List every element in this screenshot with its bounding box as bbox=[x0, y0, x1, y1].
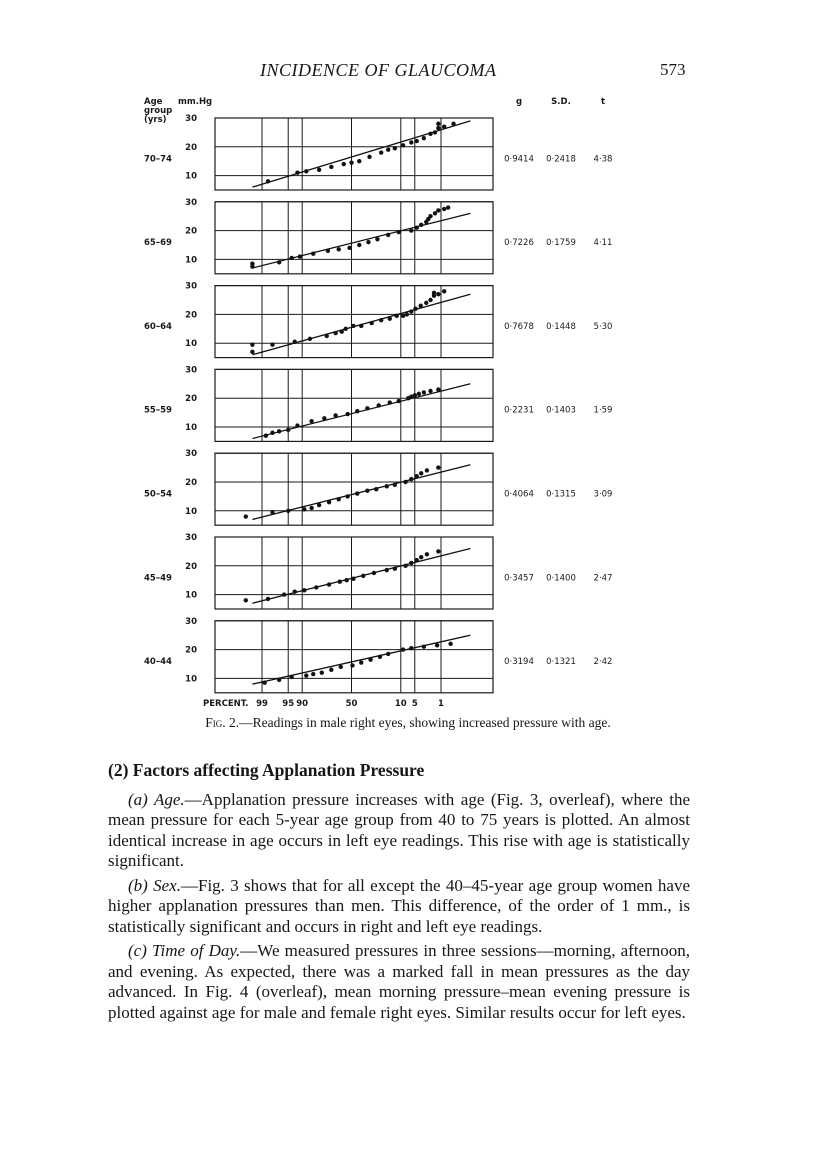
data-point bbox=[446, 205, 450, 209]
data-point bbox=[293, 340, 297, 344]
data-point bbox=[422, 136, 426, 140]
data-point bbox=[415, 474, 419, 478]
data-point bbox=[436, 549, 440, 553]
y-tick-label: 20 bbox=[185, 226, 197, 237]
data-point bbox=[343, 327, 347, 331]
stat-g: 0·3457 bbox=[504, 573, 534, 584]
data-point bbox=[347, 246, 351, 250]
data-point bbox=[270, 510, 274, 514]
data-point bbox=[286, 509, 290, 513]
y-tick-label: 10 bbox=[185, 423, 197, 433]
data-point bbox=[415, 226, 419, 230]
data-point bbox=[375, 237, 379, 241]
data-point bbox=[262, 681, 266, 685]
data-point bbox=[401, 143, 405, 147]
data-point bbox=[250, 262, 254, 266]
panel-40–44 bbox=[144, 617, 612, 693]
data-point bbox=[322, 416, 326, 420]
age-group-label: 50–54 bbox=[144, 489, 172, 500]
data-point bbox=[419, 223, 423, 227]
data-point bbox=[311, 672, 315, 676]
data-point bbox=[409, 646, 413, 650]
data-point bbox=[425, 468, 429, 472]
data-point bbox=[428, 132, 432, 136]
data-point bbox=[244, 598, 248, 602]
age-group-label: 40–44 bbox=[144, 657, 172, 668]
y-tick-label: 30 bbox=[185, 533, 197, 543]
data-point bbox=[293, 590, 297, 594]
stat-sd: 0·1400 bbox=[546, 573, 576, 584]
data-point bbox=[436, 387, 440, 391]
data-point bbox=[419, 471, 423, 475]
x-tick-label: 5 bbox=[411, 699, 418, 709]
data-point bbox=[436, 126, 440, 130]
paragraph-time-of-day-text: —We measured pressures in three sessions—morning, afternoon, and evening. As expected, there was a marked fall in mean pressures as the day advanced. In Fig. 4 (overleaf), mean morning pressure–mean evening pressure is plotted against age for male and female right eyes. Similar results occur for left eyes. bbox=[108, 941, 690, 1022]
sd-header: S.D. bbox=[551, 97, 571, 107]
section-body bbox=[108, 760, 690, 1027]
age-group-label: 45–49 bbox=[144, 573, 172, 584]
data-point bbox=[355, 409, 359, 413]
panel-frame bbox=[215, 202, 493, 274]
data-point bbox=[244, 514, 248, 518]
y-tick-label: 10 bbox=[185, 674, 197, 685]
stat-sd: 0·1759 bbox=[546, 238, 576, 249]
data-point bbox=[451, 122, 455, 126]
data-point bbox=[442, 289, 446, 293]
data-point bbox=[388, 400, 392, 404]
data-point bbox=[289, 675, 293, 679]
paragraph-age-lead: (a) Age. bbox=[128, 789, 185, 809]
data-point bbox=[342, 162, 346, 166]
data-point bbox=[368, 657, 372, 661]
data-point bbox=[333, 413, 337, 417]
data-point bbox=[351, 577, 355, 581]
data-point bbox=[409, 309, 413, 313]
data-point bbox=[345, 494, 349, 498]
stat-sd: 0·1315 bbox=[546, 489, 576, 500]
t-header: t bbox=[600, 97, 606, 107]
data-point bbox=[277, 678, 281, 682]
stat-g: 0·7226 bbox=[504, 238, 534, 249]
stat-t: 2·42 bbox=[593, 657, 613, 668]
data-point bbox=[436, 292, 440, 296]
g-header: g bbox=[515, 97, 523, 107]
panel-50–54 bbox=[144, 449, 612, 525]
data-point bbox=[425, 552, 429, 556]
data-point bbox=[295, 423, 299, 427]
data-point bbox=[327, 582, 331, 586]
data-point bbox=[385, 568, 389, 572]
data-point bbox=[386, 147, 390, 151]
data-point bbox=[340, 329, 344, 333]
stat-g: 0·3194 bbox=[504, 657, 534, 668]
y-tick-label: 10 bbox=[185, 339, 197, 350]
data-point bbox=[365, 406, 369, 410]
data-point bbox=[355, 491, 359, 495]
data-point bbox=[432, 291, 436, 295]
data-point bbox=[361, 574, 365, 578]
data-point bbox=[415, 558, 419, 562]
data-point bbox=[386, 233, 390, 237]
data-point bbox=[435, 643, 439, 647]
data-point bbox=[372, 571, 376, 575]
y-tick-label: 30 bbox=[185, 197, 197, 208]
data-point bbox=[393, 146, 397, 150]
data-point bbox=[428, 298, 432, 302]
data-point bbox=[309, 419, 313, 423]
x-tick-label: 1 bbox=[438, 699, 444, 709]
panel-frame bbox=[215, 537, 493, 609]
age-group-label: 65–69 bbox=[144, 238, 172, 249]
panel-65–69 bbox=[144, 198, 612, 274]
fit-line bbox=[252, 384, 470, 439]
data-point bbox=[250, 342, 254, 346]
data-point bbox=[264, 433, 268, 437]
data-point bbox=[359, 660, 363, 664]
data-point bbox=[433, 130, 437, 134]
data-point bbox=[401, 647, 405, 651]
x-tick-label: 95 bbox=[282, 699, 295, 709]
stat-t: 5·30 bbox=[593, 321, 613, 332]
data-point bbox=[379, 150, 383, 154]
data-point bbox=[282, 592, 286, 596]
data-point bbox=[302, 588, 306, 592]
data-point bbox=[317, 503, 321, 507]
data-point bbox=[302, 507, 306, 511]
data-point bbox=[266, 179, 270, 183]
data-point bbox=[277, 260, 281, 264]
data-point bbox=[396, 230, 400, 234]
age-header-line-3: (yrs) bbox=[144, 115, 167, 125]
stat-g: 0·2231 bbox=[504, 405, 534, 416]
paragraph-time-of-day bbox=[108, 941, 690, 1023]
data-point bbox=[374, 487, 378, 491]
stat-t: 4·38 bbox=[593, 154, 613, 165]
data-point bbox=[367, 155, 371, 159]
data-point bbox=[314, 585, 318, 589]
panel-60–64 bbox=[144, 282, 612, 358]
data-point bbox=[266, 597, 270, 601]
data-point bbox=[369, 321, 373, 325]
data-point bbox=[436, 122, 440, 126]
data-point bbox=[295, 171, 299, 175]
x-tick-label: 90 bbox=[296, 699, 309, 709]
paragraph-age-text: —Applanation pressure increases with age (Fig. 3, overleaf), where the mean pressure for each 5-year age group from 40 to 75 years is plotted. An almost identical increase in age occurs in left eye readings. This rise with age is statistically significant. bbox=[108, 789, 690, 870]
stat-t: 4·11 bbox=[593, 238, 613, 249]
stat-sd: 0·1448 bbox=[546, 321, 576, 332]
age-group-label: 60–64 bbox=[144, 321, 172, 332]
data-point bbox=[298, 254, 302, 258]
x-tick-label: 10 bbox=[394, 699, 407, 709]
panel-55–59 bbox=[144, 365, 612, 441]
data-point bbox=[409, 140, 413, 144]
data-point bbox=[289, 256, 293, 260]
figure-caption bbox=[0, 715, 816, 731]
age-group-label: 55–59 bbox=[144, 405, 172, 416]
data-point bbox=[250, 350, 254, 354]
panel-45–49 bbox=[144, 533, 612, 609]
y-tick-label: 20 bbox=[185, 394, 197, 405]
data-point bbox=[409, 561, 413, 565]
y-tick-label: 20 bbox=[185, 478, 197, 488]
data-point bbox=[376, 403, 380, 407]
data-point bbox=[337, 497, 341, 501]
units-header: mm.Hg bbox=[178, 97, 213, 107]
data-point bbox=[395, 314, 399, 318]
x-axis-label: PERCENT. bbox=[203, 699, 249, 709]
stat-t: 1·59 bbox=[593, 405, 613, 416]
fit-line bbox=[252, 121, 470, 187]
y-tick-label: 30 bbox=[185, 114, 197, 124]
data-point bbox=[422, 390, 426, 394]
y-tick-label: 10 bbox=[185, 590, 197, 601]
data-point bbox=[448, 642, 452, 646]
data-point bbox=[345, 412, 349, 416]
stat-sd: 0·2418 bbox=[546, 154, 576, 165]
data-point bbox=[401, 314, 405, 318]
data-point bbox=[433, 211, 437, 215]
data-point bbox=[329, 165, 333, 169]
figure-panels bbox=[144, 114, 612, 693]
stat-sd: 0·1403 bbox=[546, 405, 576, 416]
data-point bbox=[308, 337, 312, 341]
y-tick-label: 30 bbox=[185, 449, 197, 460]
paragraph-sex-lead: (b) Sex. bbox=[128, 875, 181, 895]
data-point bbox=[442, 124, 446, 128]
data-point bbox=[344, 578, 348, 582]
panel-frame bbox=[215, 286, 493, 358]
data-point bbox=[333, 331, 337, 335]
data-point bbox=[286, 428, 290, 432]
data-point bbox=[270, 431, 274, 435]
data-point bbox=[409, 477, 413, 481]
data-point bbox=[417, 392, 421, 396]
data-point bbox=[403, 480, 407, 484]
data-point bbox=[424, 301, 428, 305]
data-point bbox=[378, 655, 382, 659]
age-header-line-2: group bbox=[144, 106, 173, 116]
stat-sd: 0·1321 bbox=[546, 657, 576, 668]
age-header-line-1: Age bbox=[144, 97, 163, 107]
data-point bbox=[419, 304, 423, 308]
data-point bbox=[357, 243, 361, 247]
data-point bbox=[329, 668, 333, 672]
data-point bbox=[366, 240, 370, 244]
stat-g: 0·7678 bbox=[504, 321, 534, 332]
data-point bbox=[419, 555, 423, 559]
fit-line bbox=[252, 635, 470, 684]
data-point bbox=[379, 318, 383, 322]
panel-frame bbox=[215, 621, 493, 693]
y-tick-label: 10 bbox=[185, 255, 197, 266]
data-point bbox=[359, 324, 363, 328]
data-point bbox=[415, 139, 419, 143]
x-tick-label: 50 bbox=[345, 699, 358, 709]
data-point bbox=[325, 334, 329, 338]
panel-70–74 bbox=[144, 114, 612, 190]
paragraph-age bbox=[108, 790, 690, 872]
data-point bbox=[385, 484, 389, 488]
running-title: INCIDENCE OF GLAUCOMA bbox=[260, 60, 497, 80]
figure-caption-text: —Readings in male right eyes, showing increased pressure with age. bbox=[239, 715, 611, 730]
data-point bbox=[304, 673, 308, 677]
data-point bbox=[309, 506, 313, 510]
data-point bbox=[436, 465, 440, 469]
stat-t: 2·47 bbox=[593, 573, 613, 584]
stat-g: 0·4064 bbox=[504, 489, 534, 500]
data-point bbox=[405, 312, 409, 316]
data-point bbox=[351, 324, 355, 328]
y-tick-label: 20 bbox=[185, 561, 197, 572]
y-tick-label: 30 bbox=[185, 281, 197, 292]
data-point bbox=[357, 159, 361, 163]
data-point bbox=[327, 500, 331, 504]
data-point bbox=[365, 488, 369, 492]
age-group-label: 70–74 bbox=[144, 154, 172, 165]
panel-frame bbox=[215, 369, 493, 441]
data-point bbox=[409, 228, 413, 232]
data-point bbox=[304, 169, 308, 173]
data-point bbox=[393, 483, 397, 487]
data-point bbox=[337, 247, 341, 251]
data-point bbox=[428, 389, 432, 393]
figure-caption-label: Fig. 2. bbox=[205, 715, 240, 730]
data-point bbox=[403, 564, 407, 568]
page-number: 573 bbox=[660, 60, 686, 79]
data-point bbox=[277, 429, 281, 433]
data-point bbox=[339, 665, 343, 669]
data-point bbox=[396, 399, 400, 403]
paragraph-sex-text: —Fig. 3 shows that for all except the 40–45-year age group women have higher applanation pressures than men. This difference, of the order of 1 mm., is statistically significant and occurs in right and left eye readings. bbox=[108, 875, 690, 936]
data-point bbox=[413, 393, 417, 397]
figure-column-headers bbox=[144, 97, 605, 125]
data-point bbox=[326, 249, 330, 253]
y-tick-label: 30 bbox=[185, 616, 197, 627]
data-point bbox=[386, 652, 390, 656]
data-point bbox=[413, 306, 417, 310]
panel-frame bbox=[215, 118, 493, 190]
y-tick-label: 30 bbox=[185, 365, 197, 376]
y-tick-label: 10 bbox=[185, 171, 197, 182]
data-point bbox=[442, 207, 446, 211]
data-point bbox=[393, 566, 397, 570]
y-tick-label: 20 bbox=[185, 310, 197, 321]
stat-t: 3·09 bbox=[593, 489, 613, 500]
data-point bbox=[349, 160, 353, 164]
data-point bbox=[320, 670, 324, 674]
data-point bbox=[270, 342, 274, 346]
panel-frame bbox=[215, 453, 493, 525]
paragraph-time-of-day-lead: (c) Time of Day. bbox=[128, 941, 241, 960]
x-tick-label: 99 bbox=[256, 699, 268, 709]
data-point bbox=[428, 214, 432, 218]
data-point bbox=[317, 168, 321, 172]
data-point bbox=[388, 317, 392, 321]
data-point bbox=[436, 208, 440, 212]
data-point bbox=[338, 579, 342, 583]
data-point bbox=[422, 645, 426, 649]
paragraph-sex bbox=[108, 876, 690, 938]
section-heading: (2) Factors affecting Applanation Pressure bbox=[108, 760, 425, 780]
data-point bbox=[350, 663, 354, 667]
data-point bbox=[311, 251, 315, 255]
y-tick-label: 10 bbox=[185, 506, 197, 517]
y-tick-label: 20 bbox=[185, 142, 197, 153]
x-axis bbox=[203, 699, 444, 709]
stat-g: 0·9414 bbox=[504, 154, 534, 165]
y-tick-label: 20 bbox=[185, 645, 197, 656]
